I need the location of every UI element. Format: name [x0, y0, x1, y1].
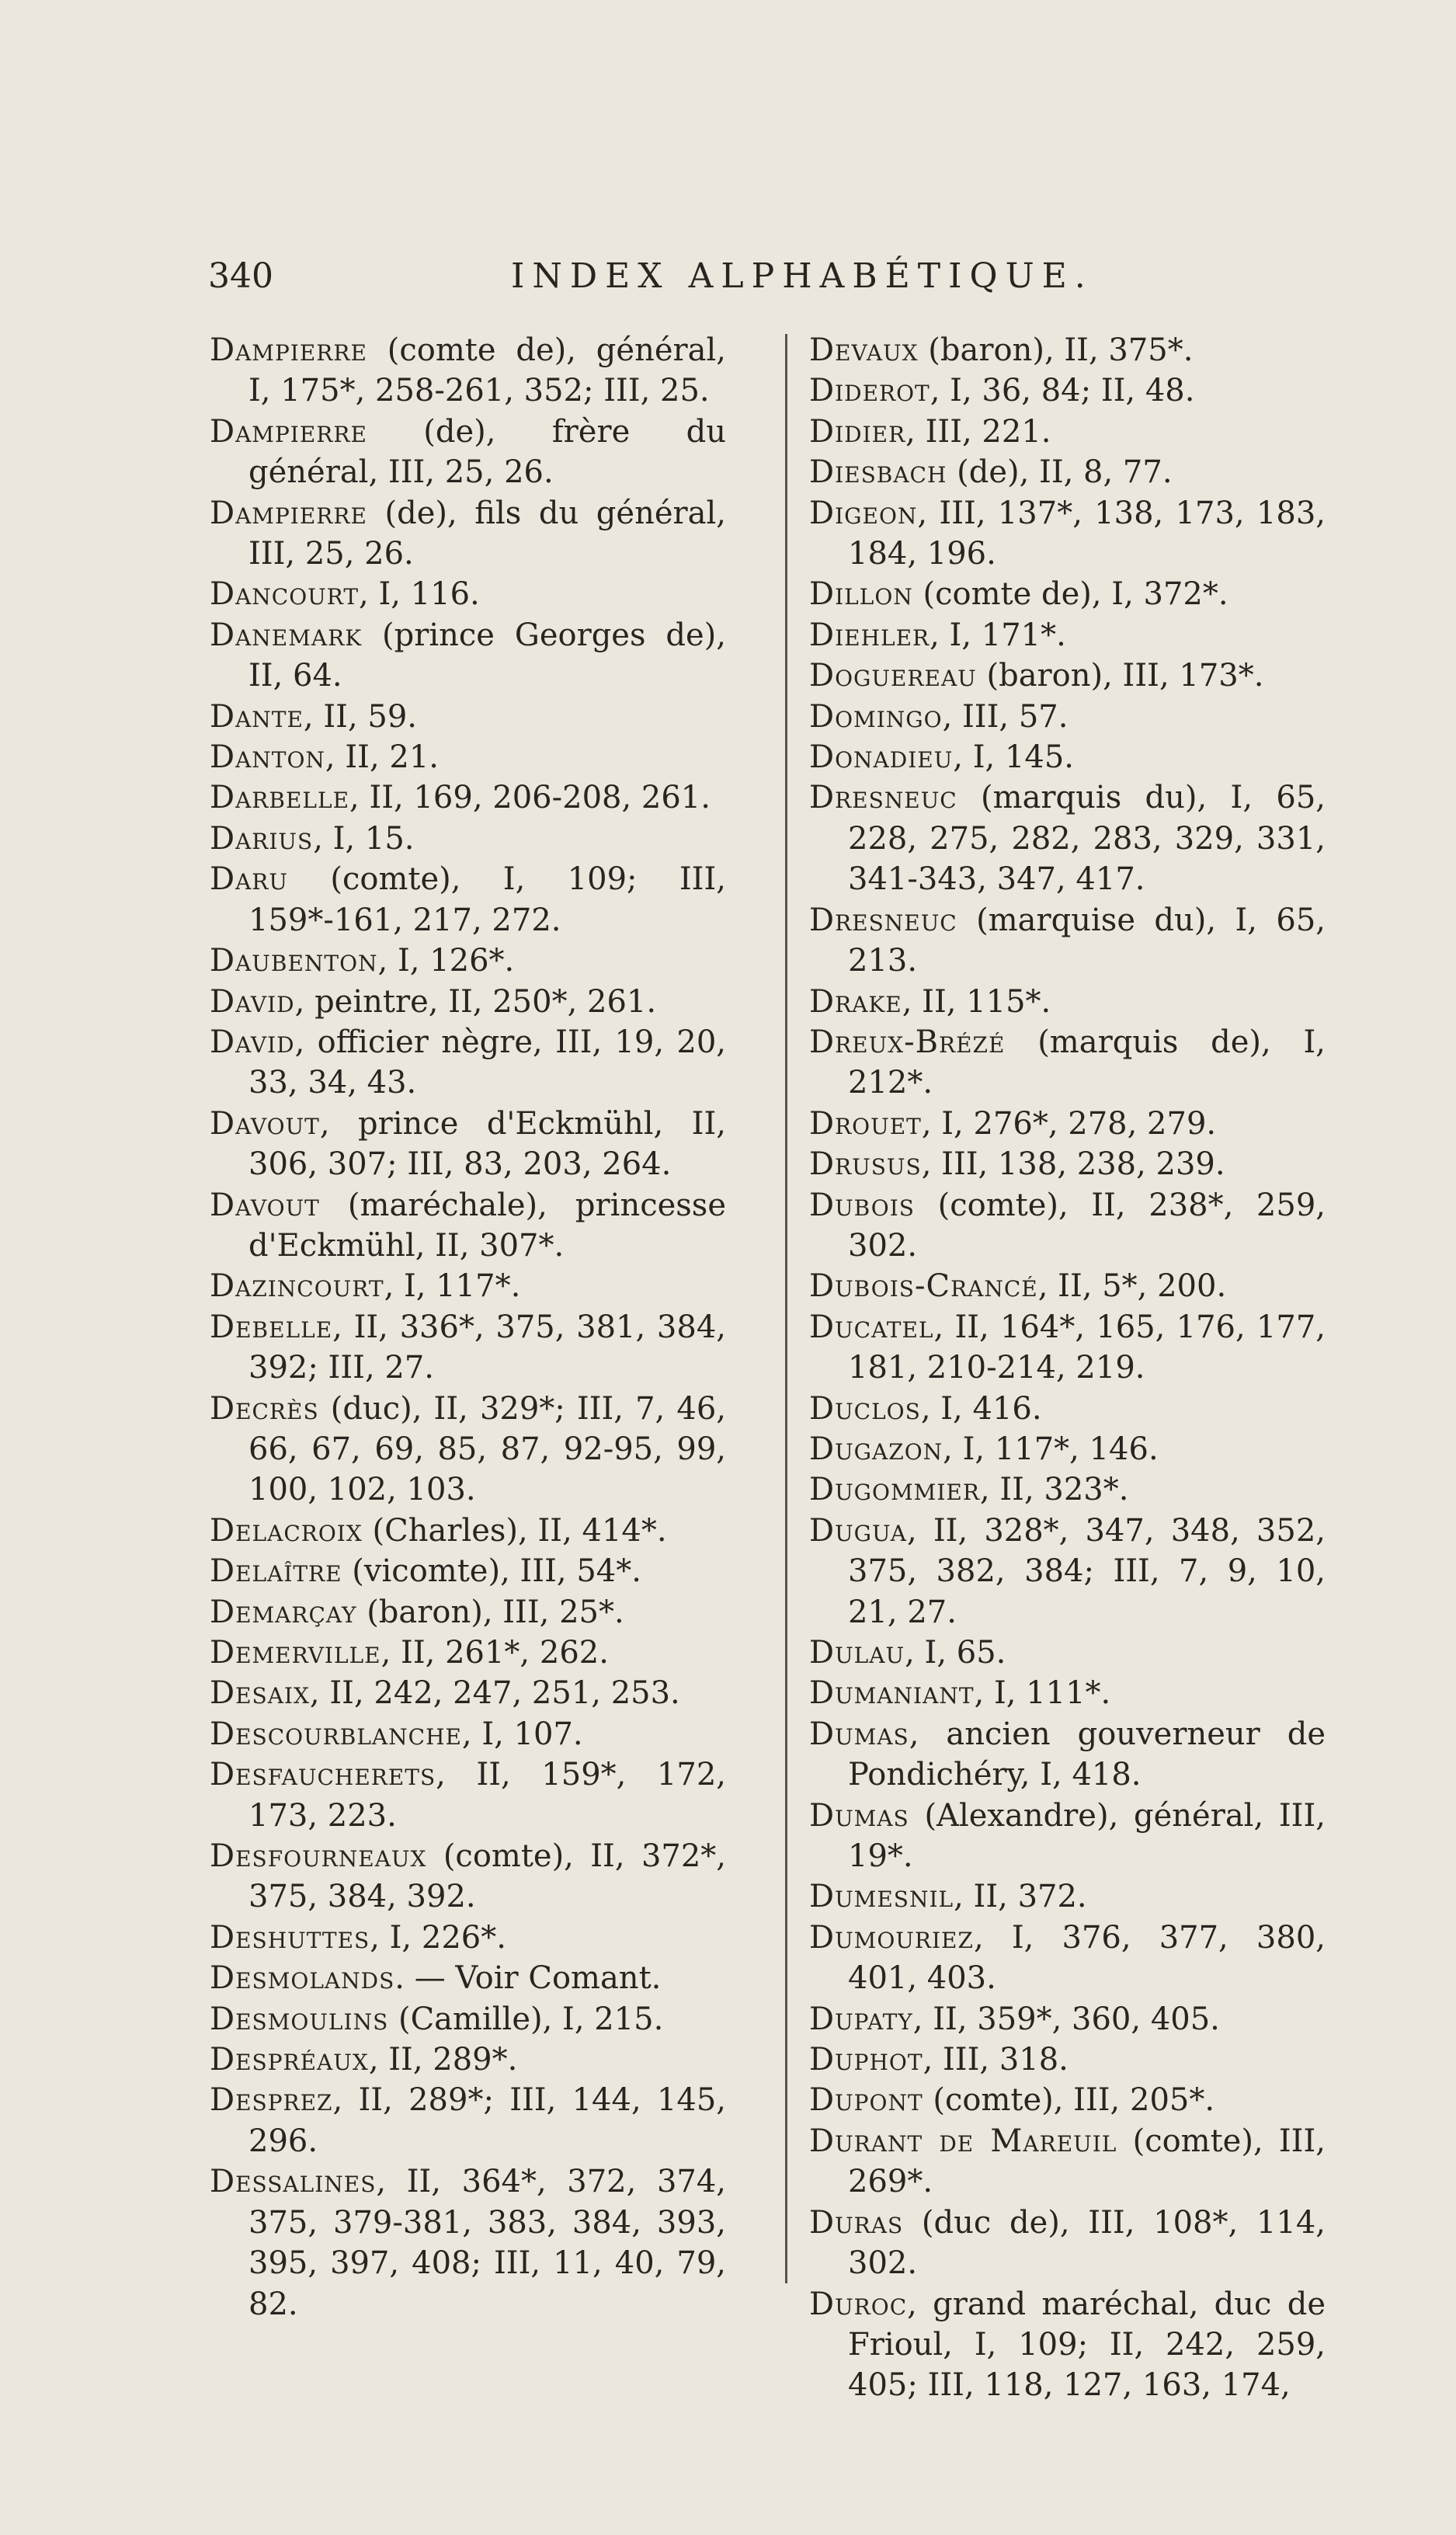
entry-name: Dreux-Brézé — [809, 1024, 1006, 1060]
entry-references: , III, 138, 238, 239. — [921, 1146, 1225, 1183]
entry-name: Desprez — [210, 2082, 333, 2119]
index-entry — [210, 412, 726, 493]
index-entry — [809, 1022, 1326, 1104]
index-entry — [809, 1796, 1326, 1877]
entry-references: (de), II, 8, 77. — [947, 454, 1173, 491]
index-entry — [210, 1307, 726, 1389]
entry-references: , II, 169, 206-208, 261. — [349, 780, 711, 816]
index-entry — [809, 2080, 1326, 2120]
entry-name: Debelle — [210, 1309, 333, 1345]
entry-name: Dresneuc — [809, 902, 957, 938]
entry-name: Dupont — [809, 2082, 923, 2119]
index-entry — [210, 737, 726, 777]
index-entry — [809, 1185, 1326, 1267]
index-entry — [809, 1429, 1326, 1469]
entry-name: Dugazon — [809, 1431, 943, 1467]
index-entry — [210, 1836, 726, 1918]
index-entry — [210, 1511, 726, 1551]
index-entry — [809, 2284, 1326, 2406]
index-entry — [210, 1104, 726, 1185]
entry-references: , III, 318. — [923, 2042, 1069, 2078]
entry-references: , I, 107. — [461, 1716, 583, 1752]
index-entry — [809, 574, 1326, 614]
index-entry — [210, 777, 726, 818]
entry-name: Dugommier — [809, 1472, 980, 1508]
entry-references: , grand maréchal, duc de Frioul, I, 109; II, 242, 259, 405; III, 118, 127, 163, 174, — [848, 2286, 1326, 2404]
entry-references: . — Voir Comant. — [394, 1960, 662, 1997]
index-entry — [809, 1511, 1326, 1633]
entry-name: Dampierre — [210, 413, 367, 450]
entry-name: Dampierre — [210, 495, 367, 531]
entry-references: (baron), III, 25*. — [356, 1594, 624, 1630]
index-entry — [809, 1714, 1326, 1796]
page-header — [208, 256, 1365, 303]
index-entry — [210, 1185, 726, 1267]
index-entry — [210, 330, 726, 412]
index-entry — [809, 1389, 1326, 1429]
entry-name: Didier — [809, 413, 906, 450]
index-entry — [210, 1022, 726, 1104]
entry-name: Dubois — [809, 1187, 915, 1223]
index-entry — [210, 941, 726, 981]
left-index-column — [210, 330, 726, 2325]
index-entry — [210, 2039, 726, 2080]
entry-references: , II, 364*, 372, 374, 375, 379-381, 383, 384, 393, 395, 397, 408; III, 11, 40, 79, 82. — [248, 2164, 726, 2322]
index-entry — [210, 1389, 726, 1511]
index-entry — [210, 982, 726, 1022]
entry-references: , III, 57. — [942, 698, 1069, 735]
index-entry — [210, 1551, 726, 1591]
entry-name: Dazincourt — [210, 1268, 384, 1305]
index-entry — [809, 982, 1326, 1022]
index-entry — [210, 2161, 726, 2325]
index-entry — [809, 697, 1326, 737]
entry-references: (comte), II, 372*, 375, 384, 392. — [248, 1838, 726, 1915]
entry-name: Davout — [210, 1105, 320, 1142]
entry-references: (de), frère du général, III, 25, 26. — [248, 413, 726, 491]
index-entry — [809, 370, 1326, 411]
index-entry — [809, 452, 1326, 492]
index-entry — [809, 1266, 1326, 1306]
entry-references: , I, 416. — [920, 1390, 1042, 1427]
entry-name: Desfourneaux — [210, 1838, 427, 1875]
entry-name: Duphot — [809, 2042, 923, 2078]
entry-references: , II, 289*. — [368, 2042, 518, 2078]
entry-name: Delacroix — [210, 1512, 363, 1549]
entry-name: Dresneuc — [809, 780, 957, 816]
index-entry — [809, 1876, 1326, 1917]
entry-references: (marquis du), I, 65, 228, 275, 282, 283, 329, 331, 341-343, 347, 417. — [848, 780, 1326, 898]
index-entry — [210, 1592, 726, 1633]
entry-name: Drake — [809, 983, 902, 1020]
entry-references: , I, 117*, 146. — [943, 1431, 1159, 1467]
entry-references: , peintre, II, 250*, 261. — [294, 983, 657, 1020]
entry-name: Dillon — [809, 576, 913, 613]
index-entry — [210, 615, 726, 697]
entry-name: Dugua — [809, 1512, 907, 1549]
index-entry — [809, 330, 1326, 370]
index-entry — [210, 1633, 726, 1673]
entry-name: Demarçay — [210, 1594, 357, 1630]
entry-name: Decrès — [210, 1390, 319, 1427]
page-title: INDEX ALPHABÉTIQUE. — [511, 256, 1093, 296]
index-entry — [809, 900, 1326, 982]
entry-name: Devaux — [809, 332, 919, 368]
index-entry — [809, 2121, 1326, 2203]
entry-references: (marquis de), I, 212*. — [848, 1024, 1326, 1101]
index-entry — [210, 1918, 726, 1958]
entry-name: Domingo — [809, 698, 943, 735]
index-entry — [210, 859, 726, 941]
entry-references: , III, 137*, 138, 173, 183, 184, 196. — [848, 495, 1326, 572]
entry-name: Delaître — [210, 1553, 342, 1590]
index-entry — [809, 1144, 1326, 1184]
entry-name: Duclos — [809, 1390, 921, 1427]
entry-name: Darius — [210, 820, 314, 857]
entry-name: Danemark — [210, 617, 363, 653]
entry-references: , I, 36, 84; II, 48. — [930, 373, 1195, 409]
entry-references: , I, 15. — [313, 820, 415, 857]
entry-references: (comte de), I, 372*. — [912, 576, 1228, 613]
entry-references: , II, 164*, 165, 176, 177, 181, 210-214, 219. — [848, 1309, 1326, 1386]
entry-name: Dumouriez — [809, 1919, 974, 1956]
entry-name: Despréaux — [210, 2042, 369, 2078]
index-entry — [809, 655, 1326, 696]
entry-references: , I, 111*. — [974, 1675, 1111, 1712]
entry-references: , officier nègre, III, 19, 20, 33, 34, 43. — [248, 1024, 726, 1101]
index-entry — [809, 1999, 1326, 2039]
entry-references: , II, 328*, 347, 348, 352, 375, 382, 384; III, 7, 9, 10, 21, 27. — [848, 1512, 1326, 1630]
index-entry — [809, 1918, 1326, 1999]
entry-references: , II, 5*, 200. — [1037, 1268, 1227, 1305]
entry-name: Dumas — [809, 1716, 909, 1752]
entry-references: , I, 117*. — [384, 1268, 521, 1305]
entry-references: (comte), II, 238*, 259, 302. — [848, 1187, 1326, 1264]
entry-references: (comte), III, 269*. — [848, 2123, 1326, 2200]
entry-references: (duc de), III, 108*, 114, 302. — [848, 2204, 1326, 2282]
entry-references: (duc), II, 329*; III, 7, 46, 66, 67, 69, 85, 87, 92-95, 99, 100, 102, 103. — [248, 1390, 726, 1508]
entry-references: (prince Georges de), II, 64. — [248, 617, 726, 694]
entry-name: Durant de Mareuil — [809, 2123, 1117, 2159]
entry-references: , prince d'Eckmühl, II, 306, 307; III, 83, 203, 264. — [248, 1105, 726, 1183]
entry-name: Desaix — [210, 1675, 310, 1712]
entry-references: (vicomte), III, 54*. — [342, 1553, 641, 1590]
entry-name: Demerville — [210, 1635, 381, 1671]
entry-name: Daru — [210, 861, 288, 898]
index-entry — [210, 1673, 726, 1713]
entry-name: Dubois-Crancé — [809, 1268, 1038, 1305]
entry-references: , I, 126*. — [377, 943, 515, 979]
entry-references: , I, 65. — [905, 1635, 1006, 1671]
entry-references: , II, 59. — [303, 698, 417, 735]
column-divider — [785, 334, 787, 2283]
entry-references: (baron), II, 375*. — [918, 332, 1194, 368]
entry-references: (comte), I, 109; III, 159*-161, 217, 272. — [248, 861, 726, 938]
entry-name: Digeon — [809, 495, 918, 531]
index-entry — [809, 2203, 1326, 2284]
entry-references: , I, 171*. — [930, 617, 1066, 653]
entry-references: (marquise du), I, 65, 213. — [848, 902, 1326, 979]
entry-name: Descourblanche — [210, 1716, 462, 1752]
index-entry — [210, 1266, 726, 1306]
right-index-column — [809, 330, 1326, 2406]
entry-references: (Charles), II, 414*. — [362, 1512, 667, 1549]
index-entry — [210, 574, 726, 614]
entry-references: , II, 159*, 172, 173, 223. — [248, 1757, 726, 1834]
entry-name: Dessalines — [210, 2164, 377, 2200]
entry-name: Diehler — [809, 617, 930, 653]
entry-references: , II, 261*, 262. — [381, 1635, 609, 1671]
index-entry — [210, 1714, 726, 1754]
index-entry — [210, 493, 726, 575]
entry-references: , I, 145. — [953, 739, 1075, 776]
index-entry — [210, 1999, 726, 2039]
entry-references: , I, 226*. — [370, 1919, 506, 1956]
entry-name: Dancourt — [210, 576, 360, 613]
entry-name: David — [210, 1024, 295, 1060]
entry-references: , II, 21. — [325, 739, 439, 776]
entry-name: Danton — [210, 739, 325, 776]
entry-references: , II, 115*. — [902, 983, 1051, 1020]
index-entry — [210, 819, 726, 859]
entry-references: (comte de), général, I, 175*, 258-261, 352; III, 25. — [248, 332, 726, 409]
entry-references: (comte), III, 205*. — [923, 2082, 1215, 2119]
entry-name: Duras — [809, 2204, 904, 2241]
index-entry — [809, 1633, 1326, 1673]
entry-references: , I, 116. — [359, 576, 480, 613]
entry-name: Desfaucherets — [210, 1757, 436, 1793]
entry-name: Drusus — [809, 1146, 922, 1183]
entry-name: Doguereau — [809, 658, 977, 694]
index-entry — [210, 1958, 726, 1998]
entry-name: Desmoulins — [210, 2001, 389, 2037]
index-entry — [809, 1673, 1326, 1713]
index-entry — [809, 777, 1326, 899]
entry-name: Diesbach — [809, 454, 947, 491]
entry-name: Deshuttes — [210, 1919, 370, 1956]
entry-name: Dumesnil — [809, 1879, 954, 1915]
entry-name: Diderot — [809, 373, 930, 409]
index-entry — [809, 1469, 1326, 1510]
entry-references: , II, 336*, 375, 381, 384, 392; III, 27. — [248, 1309, 726, 1386]
entry-name: Dampierre — [210, 332, 367, 368]
index-entry — [809, 737, 1326, 777]
entry-references: (baron), III, 173*. — [976, 658, 1264, 694]
entry-references: , I, 376, 377, 380, 401, 403. — [848, 1919, 1326, 1997]
index-entry — [809, 1104, 1326, 1144]
entry-name: Dumaniant — [809, 1675, 975, 1712]
index-entry — [210, 697, 726, 737]
index-entry — [809, 493, 1326, 575]
index-entry — [809, 412, 1326, 452]
page-number: 340 — [208, 256, 273, 296]
entry-references: , ancien gouverneur de Pondichéry, I, 418. — [848, 1716, 1326, 1793]
entry-references: , II, 289*; III, 144, 145, 296. — [248, 2082, 726, 2159]
index-entry — [809, 615, 1326, 655]
entry-name: Darbelle — [210, 780, 350, 816]
index-entry — [809, 2039, 1326, 2080]
index-entry — [210, 2080, 726, 2161]
entry-references: , II, 323*. — [979, 1472, 1129, 1508]
entry-references: (maréchale), princesse d'Eckmühl, II, 307*. — [248, 1187, 726, 1264]
entry-references: , II, 372. — [954, 1879, 1087, 1915]
entry-references: , II, 359*, 360, 405. — [912, 2001, 1220, 2037]
entry-name: Dumas — [809, 1797, 909, 1834]
entry-references: (de), fils du général, III, 25, 26. — [248, 495, 726, 572]
index-entry — [210, 1754, 726, 1836]
entry-name: Donadieu — [809, 739, 954, 776]
entry-references: , I, 276*, 278, 279. — [921, 1105, 1217, 1142]
entry-name: Desmolands — [210, 1960, 395, 1997]
entry-references: , III, 221. — [905, 413, 1051, 450]
entry-references: (Alexandre), général, III, 19*. — [848, 1797, 1326, 1875]
entry-name: Davout — [210, 1187, 320, 1223]
entry-name: David — [210, 983, 295, 1020]
entry-references: , II, 242, 247, 251, 253. — [309, 1675, 680, 1712]
entry-name: Dulau — [809, 1635, 905, 1671]
entry-name: Ducatel — [809, 1309, 934, 1345]
entry-name: Daubenton — [210, 943, 378, 979]
entry-name: Duroc — [809, 2286, 908, 2322]
entry-references: (Camille), I, 215. — [388, 2001, 664, 2037]
entry-name: Dupaty — [809, 2001, 913, 2037]
entry-name: Drouet — [809, 1105, 922, 1142]
entry-name: Dante — [210, 698, 304, 735]
index-entry — [809, 1307, 1326, 1389]
